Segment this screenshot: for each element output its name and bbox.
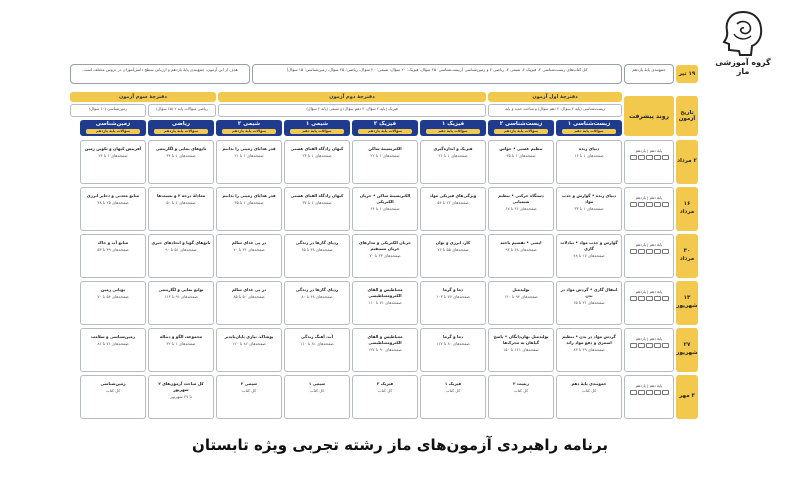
column-header xyxy=(148,120,214,136)
topic-cell xyxy=(216,140,282,184)
topic-pages: صفحه‌های ۵۰ تا ۸۵ xyxy=(233,294,265,299)
topic-title: پویایی زمین xyxy=(101,287,125,292)
summary-date-label: جمع‌بندی پایهٔ یازدهم xyxy=(624,64,674,84)
progress-checkbox[interactable] xyxy=(662,343,669,348)
topic-pages: صفحه‌های ۱ تا ۶۴ xyxy=(370,206,400,211)
summary-goal: هدف از این آزمون، جمع‌بندی پایهٔ یازدهم و ارزیابی سطح دانش‌آموزان در دروس مختلف است. xyxy=(70,64,250,84)
topic-title: دستگاه حرکتی • تنظیم شیمیایی xyxy=(498,193,544,204)
topic-cell xyxy=(216,375,282,419)
progress-checkbox[interactable] xyxy=(646,296,653,301)
booklet-1-note: زیست‌شناسی (پایه ۲ سؤال، ۲ دهم سؤال) و مباحث جدید و پایه xyxy=(488,104,622,117)
topic-pages: صفحه‌های ۱۲۱ تا ۱۵۰ xyxy=(503,347,539,352)
date-header: تاریخ آزمون xyxy=(676,96,698,136)
topic-cell xyxy=(284,281,350,325)
row-date: ۳۰ مرداد xyxy=(676,234,698,278)
progress-tracker xyxy=(624,187,674,231)
topic-cell xyxy=(488,328,554,372)
topic-title: دنیای زنده xyxy=(578,146,600,151)
column-name: شیمی ۱ xyxy=(305,121,329,127)
column-name: ریاضی xyxy=(171,121,191,127)
summary-row xyxy=(70,62,698,86)
topic-cell xyxy=(420,328,486,372)
topic-title: تنظیم عصبی • حواس xyxy=(499,146,543,151)
topic-pages: صفحه‌های ۴۸ تا ۸۰ xyxy=(301,294,333,299)
progress-label: پایهٔ دهم | یازدهم xyxy=(635,289,663,294)
progress-checkbox[interactable] xyxy=(630,202,637,207)
column-pill: سؤالات پایهٔ یازدهم xyxy=(358,129,412,134)
head-profile-icon xyxy=(721,8,765,56)
progress-tracker xyxy=(624,140,674,184)
topic-cell xyxy=(284,375,350,419)
summary-syllabus: کل کتاب‌های زیست‌شناسی ۲، فیزیک ۲، شیمی ۲، ریاضی ۲ و زمین‌شناسی (زیست‌شناسی: ۲۵ سؤال، فیزیک: ۲۰ سؤال، شیمی: ۲۰ سؤال، ریاضی: ۲۵ سؤال، زمین‌شناسی: ۱۵ سؤال) xyxy=(252,64,622,84)
topic-title: ردپای گازها در زندگی xyxy=(295,287,339,292)
topic-cell xyxy=(488,375,554,419)
topic-pages: صفحه‌های ۹۴ تا ۱۲۰ xyxy=(504,294,538,299)
column-name: زیست‌شناسی ۱ xyxy=(567,121,611,127)
topic-cell xyxy=(80,375,146,419)
row-date: ۱۳ شهریور xyxy=(676,281,698,325)
topic-pages: صفحه‌های ۳۳ تا ۷۰ xyxy=(369,253,401,258)
topic-cell xyxy=(556,375,622,419)
topic-title: ویژگی‌های فیزیکی مواد xyxy=(429,193,477,198)
topic-title: فیزیک ۱ xyxy=(444,381,462,386)
topic-title: منابع آب و خاک xyxy=(97,240,129,245)
topic-title: دما و گرما xyxy=(442,334,464,339)
progress-checkbox[interactable] xyxy=(638,343,645,348)
topic-pages: صفحه‌های ۴۹ تا ۸۳ xyxy=(573,347,605,352)
topic-cell xyxy=(148,187,214,231)
booklet-2-bar: دفترچهٔ دوم آزمون xyxy=(218,92,486,102)
topic-cell xyxy=(80,328,146,372)
topic-title: زمین‌شناسی xyxy=(100,381,126,386)
topic-cell xyxy=(148,281,214,325)
topic-cell xyxy=(488,234,554,278)
progress-boxes xyxy=(625,202,673,207)
topic-pages: صفحه‌های ۱ تا ۲۱ xyxy=(438,153,468,158)
column-header xyxy=(284,120,350,136)
topic-title: قدر هدایای زمینی را بدانیم xyxy=(222,193,276,198)
topic-title: پوشاک، نیازی پایان‌ناپذیر xyxy=(224,334,274,339)
progress-checkbox[interactable] xyxy=(662,249,669,254)
topic-pages: صفحه‌های ۱ تا ۳۷ xyxy=(302,200,332,205)
topic-title: شیمی ۲ xyxy=(240,381,258,386)
topic-cell xyxy=(216,328,282,372)
topic-pages: صفحه‌های ۱ تا ۲۳ xyxy=(302,153,332,158)
topic-title: الکتریسیتهٔ ساکن • جریان الکتریکی xyxy=(359,193,411,204)
topic-cell xyxy=(284,187,350,231)
column-name: شیمی ۲ xyxy=(237,121,261,127)
column-pill: سؤالات پایهٔ دهم xyxy=(290,129,344,134)
progress-checkbox[interactable] xyxy=(638,390,645,395)
topic-title: قدر هدایای زمینی را بدانیم xyxy=(222,146,276,151)
topic-cell xyxy=(556,140,622,184)
topic-cell xyxy=(284,140,350,184)
progress-checkbox[interactable] xyxy=(662,390,669,395)
progress-boxes xyxy=(625,296,673,301)
topic-cell xyxy=(556,187,622,231)
progress-checkbox[interactable] xyxy=(638,155,645,160)
topic-title: مغناطیس و القای الکترومغناطیسی xyxy=(367,287,403,298)
column-name: فیزیک ۱ xyxy=(441,121,465,127)
topic-title: در پی غذای سالم xyxy=(231,240,267,245)
topic-pages: صفحه‌های ۳۶ تا ۶۷ xyxy=(505,206,537,211)
topic-title: تولیدمثل xyxy=(512,287,530,292)
logo xyxy=(708,8,778,80)
topic-pages: صفحه‌های ۹۱ تا ۱۱۳ xyxy=(164,294,198,299)
progress-checkbox[interactable] xyxy=(654,343,661,348)
column-name: زمین‌شناسی xyxy=(95,121,131,127)
topic-pages: صفحه‌های ۷۱ تا ۸۶ xyxy=(97,341,129,346)
progress-boxes xyxy=(625,155,673,160)
topic-pages: صفحه‌های ۹۰ تا ۱۳۷ xyxy=(368,347,402,352)
topic-title: کیهان زادگاه الفبای هستی xyxy=(290,193,344,198)
topic-cell xyxy=(284,328,350,372)
topic-title: منابع معدنی و ذخایر انرژی xyxy=(86,193,140,198)
topic-cell xyxy=(420,234,486,278)
progress-checkbox[interactable] xyxy=(646,249,653,254)
booklet-3-bar: دفترچهٔ سوم آزمون xyxy=(70,92,216,102)
topic-title: دما و گرما xyxy=(442,287,464,292)
topic-cell xyxy=(216,187,282,231)
booklet-2-note: فیزیک (پایه ۲ سؤال، ۲ دهم سؤال) و شیمی (پایه ۲ سؤال) xyxy=(218,104,486,117)
topic-pages: صفحه‌های ۷۱ تا ۱۱۰ xyxy=(368,300,402,305)
topic-pages: صفحه‌های ۳۸ تا ۶۵ xyxy=(301,247,333,252)
topic-cell xyxy=(556,328,622,372)
topic-pages: صفحه‌های ۷۷ تا ۱۰۳ xyxy=(436,294,470,299)
topic-title: در پی غذای سالم xyxy=(231,287,267,292)
topic-pages: صفحه‌های ۱ تا ۵۰ xyxy=(166,200,196,205)
topic-cell xyxy=(488,187,554,231)
booklet-3a-note: ریاضی سؤالات پایه ۲ (۱۵ سؤال) xyxy=(148,104,216,117)
column-pill: سؤالات پایهٔ دهم xyxy=(426,129,480,134)
topic-cell xyxy=(352,187,418,231)
row-date: ۳ مهر xyxy=(676,375,698,419)
progress-label: پایهٔ دهم | یازدهم xyxy=(635,383,663,388)
topic-pages: صفحه‌های ۵۵ تا ۷۶ xyxy=(437,247,469,252)
topic-title: آفرینش کیهان و تکوین زمین xyxy=(84,146,142,151)
topic-title: معادلهٔ درجه ۲ و نسبت‌ها xyxy=(156,193,206,198)
topic-cell xyxy=(488,281,554,325)
topic-title: زمین‌شناسی و سلامت xyxy=(90,334,135,339)
topic-pages: صفحه‌های ۱ تا ۳۲ xyxy=(166,341,196,346)
topic-cell xyxy=(420,281,486,325)
topic-pages: صفحه‌های ۱ تا ۳۴ xyxy=(166,153,196,158)
topic-pages: صفحه‌های ۵۱ تا ۹۰ xyxy=(165,247,197,252)
progress-checkbox[interactable] xyxy=(630,155,637,160)
booklet-1-bar: دفترچهٔ اول آزمون xyxy=(488,92,622,102)
topic-cell xyxy=(352,140,418,184)
topic-title: تابع‌های گویا و اتحادهای جبری xyxy=(151,240,211,245)
topic-pages: صفحه‌های ۱ تا ۲۱ xyxy=(234,153,264,158)
topic-title: گردش مواد در بدن • تنظیم اسمزی و دفع مواد زائد xyxy=(562,334,616,345)
topic-title: ردپای گازها در زندگی xyxy=(295,240,339,245)
topic-title: فیزیک و اندازه‌گیری xyxy=(433,146,473,151)
column-header xyxy=(488,120,554,136)
topic-title: فیزیک ۲ xyxy=(376,381,394,386)
topic-pages: صفحه‌های ۸۶ تا ۱۲۰ xyxy=(232,341,266,346)
topic-cell xyxy=(284,234,350,278)
topic-title: تولیدمثل نهان‌دانگان • پاسخ گیاهان به محرک‌ها xyxy=(493,334,549,345)
topic-pages: صفحه‌های ۱۷ تا ۴۸ xyxy=(573,253,605,258)
progress-tracker xyxy=(624,281,674,325)
caption: برنامه راهبردی آزمون‌های ماز رشته تجربی ویژه تابستان xyxy=(192,436,608,454)
column-pill: سؤالات پایهٔ یازدهم xyxy=(494,129,548,134)
topic-cell xyxy=(80,140,146,184)
column-pill: سؤالات پایهٔ دهم xyxy=(562,129,616,134)
topic-pages: صفحه‌های ۵۴ تا ۷۰ xyxy=(97,294,129,299)
topic-cell xyxy=(216,281,282,325)
topic-title: گوارش و جذب مواد • تبادلات گازی xyxy=(560,240,618,251)
row-date: ۲ مرداد xyxy=(676,140,698,184)
column-pill: سؤالات پایهٔ یازدهم xyxy=(86,129,140,134)
progress-checkbox[interactable] xyxy=(638,249,645,254)
progress-checkbox[interactable] xyxy=(662,155,669,160)
progress-checkbox[interactable] xyxy=(646,343,653,348)
topic-pages: صفحه‌های ۳۹ تا ۵۳ xyxy=(97,247,129,252)
topic-pages: صفحه‌های ۱ تا ۳۳ xyxy=(574,206,604,211)
topic-pages: صفحه‌های ۸۱ تا ۱۱۰ xyxy=(300,341,334,346)
topic-pages: صفحه‌های ۸۰ تا ۱۱۷ xyxy=(436,341,470,346)
topic-title: مغناطیس و القای الکترومغناطیسی xyxy=(367,334,403,345)
topic-cell xyxy=(216,234,282,278)
progress-checkbox[interactable] xyxy=(654,296,661,301)
topic-title: ایمنی • تقسیم یاخته xyxy=(500,240,542,245)
progress-label: پایهٔ دهم | یازدهم xyxy=(635,242,663,247)
progress-boxes xyxy=(625,390,673,395)
column-header xyxy=(352,120,418,136)
topic-cell xyxy=(80,281,146,325)
topic-pages: صفحه‌های ۶۸ تا ۹۳ xyxy=(505,247,537,252)
progress-checkbox[interactable] xyxy=(646,155,653,160)
topic-cell xyxy=(148,375,214,419)
progress-checkbox[interactable] xyxy=(646,202,653,207)
topic-cell xyxy=(148,328,214,372)
column-pill: سؤالات پایهٔ یازدهم xyxy=(222,129,276,134)
column-header xyxy=(80,120,146,136)
progress-tracker xyxy=(624,234,674,278)
progress-checkbox[interactable] xyxy=(654,249,661,254)
progress-label: پایهٔ دهم | یازدهم xyxy=(635,336,663,341)
progress-checkbox[interactable] xyxy=(630,249,637,254)
column-header xyxy=(420,120,486,136)
topic-title: مجموعه، الگو و دنباله xyxy=(159,334,203,339)
progress-boxes xyxy=(625,343,673,348)
schedule-sheet xyxy=(70,62,698,424)
topic-cell xyxy=(556,281,622,325)
topic-cell xyxy=(488,140,554,184)
column-name: زیست‌شناسی ۲ xyxy=(499,121,543,127)
topic-title: جمع‌بندی پایهٔ دهم xyxy=(571,381,607,386)
topic-pages: کل کتاب xyxy=(241,388,257,393)
topic-pages: صفحه‌های ۱ تا ۲۲ xyxy=(370,153,400,158)
topic-pages: صفحه‌های ۲۵ تا ۳۸ xyxy=(97,200,129,205)
topic-title: تابع‌های نمایی و لگاریتمی xyxy=(155,146,207,151)
column-header xyxy=(556,120,622,136)
topic-title: دنیای زنده • گوارش و جذب مواد xyxy=(561,193,617,204)
topic-title: شیمی ۱ xyxy=(308,381,326,386)
topic-title: کیهان زادگاه الفبای هستی xyxy=(290,146,344,151)
topic-pages: کل کتاب xyxy=(377,388,393,393)
topic-pages: کل کتاب xyxy=(309,388,325,393)
column-name: فیزیک ۲ xyxy=(373,121,397,127)
topic-pages: صفحه‌های ۱ تا ۲۴ xyxy=(98,153,128,158)
topic-cell xyxy=(148,234,214,278)
logo-text: گروه آموزشی ماز xyxy=(715,58,771,76)
row-date: ۲۷ شهریور xyxy=(676,328,698,372)
progress-tracker xyxy=(624,328,674,372)
progress-checkbox[interactable] xyxy=(646,390,653,395)
summary-date: ۱۹ تیر xyxy=(676,65,698,83)
topic-cell xyxy=(352,281,418,325)
topic-cell xyxy=(80,234,146,278)
progress-checkbox[interactable] xyxy=(654,155,661,160)
topic-title: توابع نمایی و لگاریتمی xyxy=(158,287,204,292)
progress-checkbox[interactable] xyxy=(630,390,637,395)
progress-checkbox[interactable] xyxy=(662,296,669,301)
topic-title: زیست ۲ xyxy=(513,381,529,386)
topic-title: انتقال گازی • گردش مواد در بدن xyxy=(560,287,618,298)
topic-title: کل مباحث آزمون‌های ۲ شهریور xyxy=(158,381,204,392)
topic-pages: صفحه‌های ۳۶ تا ۷۰ xyxy=(233,247,265,252)
progress-checkbox[interactable] xyxy=(638,202,645,207)
topic-pages: کل کتاب xyxy=(581,388,597,393)
topic-pages: صفحه‌های ۲۲ تا ۵۴ xyxy=(437,200,469,205)
progress-tracker xyxy=(624,375,674,419)
topic-pages: کل کتاب xyxy=(105,388,121,393)
progress-label: پایهٔ دهم | یازدهم xyxy=(635,148,663,153)
progress-checkbox[interactable] xyxy=(662,202,669,207)
topic-cell xyxy=(420,187,486,231)
booklet-3b-note: زمین‌شناسی (۱۰ سؤال) xyxy=(70,104,146,117)
topic-pages: کل کتاب xyxy=(513,388,529,393)
progress-checkbox[interactable] xyxy=(638,296,645,301)
column-pill: سؤالات پایهٔ یازدهم xyxy=(154,129,208,134)
progress-header: روند پیشرفت xyxy=(624,96,674,136)
progress-label: پایهٔ دهم | یازدهم xyxy=(635,195,663,200)
topic-cell xyxy=(148,140,214,184)
progress-checkbox[interactable] xyxy=(630,343,637,348)
topic-pages: کل کتاب xyxy=(445,388,461,393)
topic-title: جریان الکتریکی و مدارهای جریان مستقیم xyxy=(358,240,412,251)
row-date: ۱۶ مرداد xyxy=(676,187,698,231)
topic-pages: صفحه‌های ۱ تا ۱۶ xyxy=(574,153,604,158)
topic-cell xyxy=(556,234,622,278)
column-header xyxy=(216,120,282,136)
topic-cell xyxy=(420,140,486,184)
topic-pages: صفحه‌های ۱ تا ۳۵ xyxy=(506,153,536,158)
topic-pages: صفحه‌های ۳۱ تا ۶۵ xyxy=(573,300,605,305)
progress-checkbox[interactable] xyxy=(630,296,637,301)
progress-boxes xyxy=(625,249,673,254)
topic-title: الکتریسیتهٔ ساکن xyxy=(368,146,402,151)
topic-cell xyxy=(352,328,418,372)
topic-cell xyxy=(420,375,486,419)
topic-title: کار، انرژی و توان xyxy=(435,240,471,245)
topic-cell xyxy=(352,234,418,278)
topic-pages: تا ۲۷ شهریور xyxy=(170,394,192,399)
topic-title: آب، آهنگ زندگی xyxy=(300,334,334,339)
topic-pages: صفحه‌های ۱ تا ۳۵ xyxy=(234,200,264,205)
topic-cell xyxy=(352,375,418,419)
progress-checkbox[interactable] xyxy=(654,202,661,207)
progress-checkbox[interactable] xyxy=(654,390,661,395)
topic-cell xyxy=(80,187,146,231)
